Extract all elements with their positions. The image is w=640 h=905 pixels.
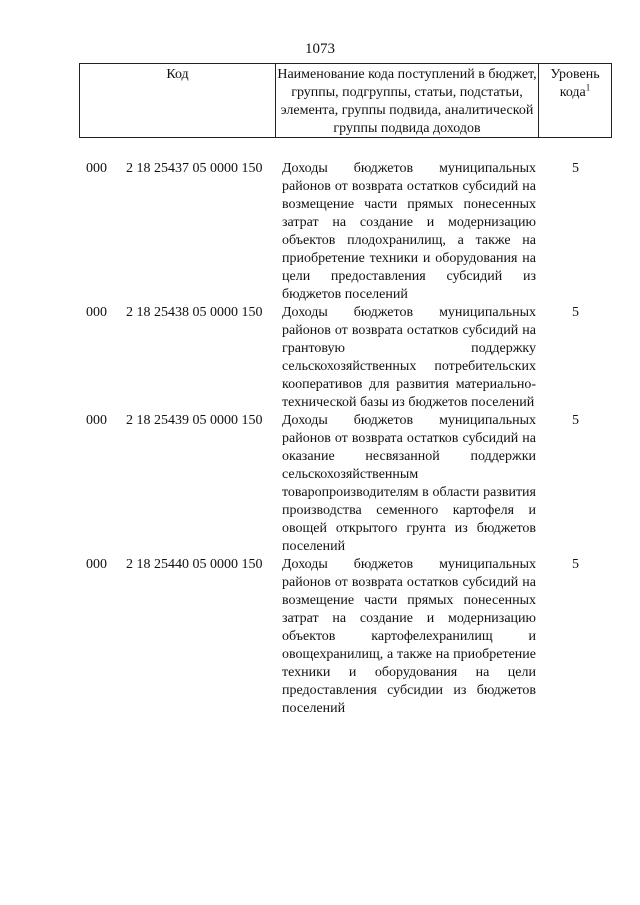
row-description: Доходы бюджетов муниципальных районов от возврата остатков субсидий на возмещение части прямых понесенных затрат на создание и модернизацию объектов картофелехранилищ и овощехранилищ, а также на приобретение техники и оборудования на цели предоставления субсидии из бюджетов поселений xyxy=(282,557,536,716)
row-code: 2 18 25440 05 0000 150 xyxy=(126,557,263,572)
header-level-label: Уровень кода xyxy=(550,67,600,100)
page-number: 1073 xyxy=(305,41,335,57)
table-row xyxy=(0,556,640,718)
row-description: Доходы бюджетов муниципальных районов от возврата остатков субсидий на возмещение части прямых понесенных затрат на создание и модернизацию объектов плодохранилищ, а также на приобретение техники и оборудования на цели предоставления субсидий из бюджетов поселений xyxy=(282,161,536,302)
table-row xyxy=(0,160,640,304)
row-code: 2 18 25438 05 0000 150 xyxy=(126,305,263,320)
header-code: Код xyxy=(80,64,276,137)
row-description: Доходы бюджетов муниципальных районов от возврата остатков субсидий на грантовую поддержку сельскохозяйственных потребительских кооперативов для развития материально-технической базы из бюджетов поселений xyxy=(282,305,536,410)
row-level: 5 xyxy=(572,161,579,176)
row-admin-code: 000 xyxy=(86,305,107,320)
row-admin-code: 000 xyxy=(86,413,107,428)
row-description: Доходы бюджетов муниципальных районов от возврата остатков субсидий на оказание несвязанной поддержки сельскохозяйственным товаропроизводителям в области развития производства семенного картофеля и овощей открытого грунта из бюджетов поселений xyxy=(282,413,536,554)
table-body xyxy=(0,160,640,718)
header-level xyxy=(539,64,611,137)
row-level: 5 xyxy=(572,305,579,320)
table-row xyxy=(0,304,640,412)
row-admin-code: 000 xyxy=(86,557,107,572)
table-row xyxy=(0,412,640,556)
table-header xyxy=(79,63,612,138)
row-code: 2 18 25439 05 0000 150 xyxy=(126,413,263,428)
row-admin-code: 000 xyxy=(86,161,107,176)
row-level: 5 xyxy=(572,557,579,572)
header-level-footnote: 1 xyxy=(585,82,591,93)
row-level: 5 xyxy=(572,413,579,428)
header-name: Наименование кода поступлений в бюджет, группы, подгруппы, статьи, подстатьи, элемента, группы подвида, аналитической группы подвида доходов xyxy=(276,64,539,137)
row-code: 2 18 25437 05 0000 150 xyxy=(126,161,263,176)
